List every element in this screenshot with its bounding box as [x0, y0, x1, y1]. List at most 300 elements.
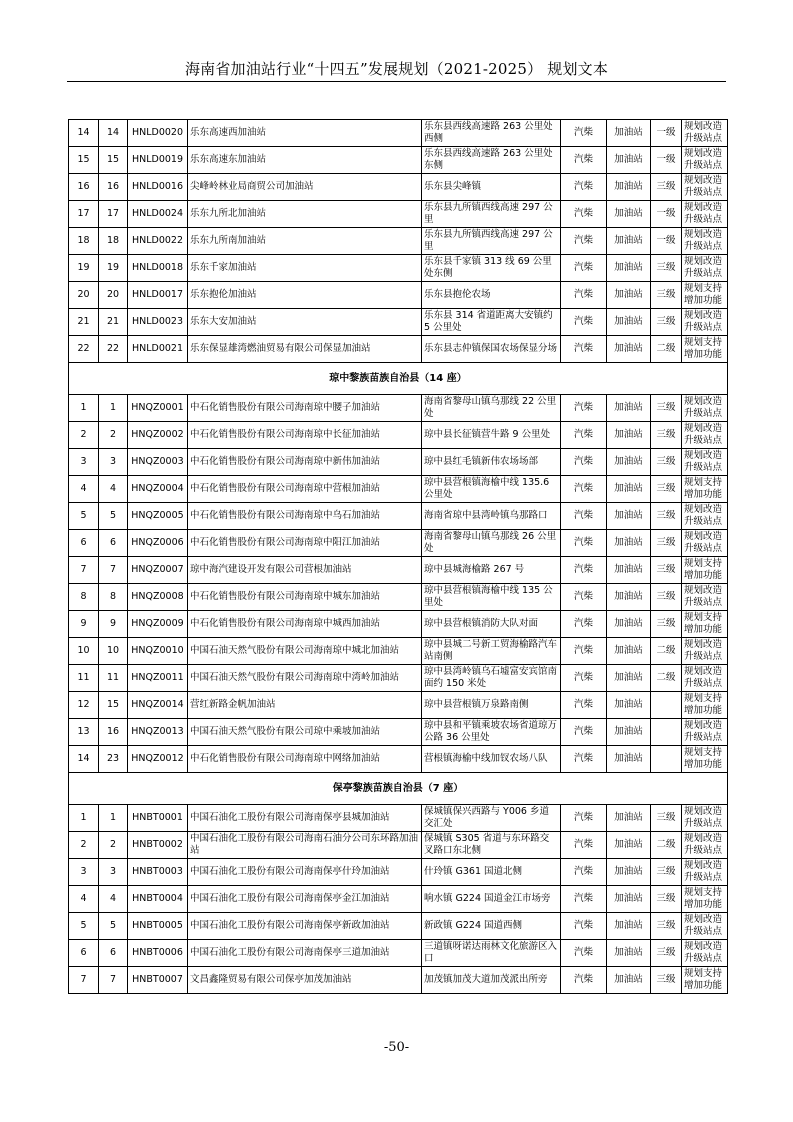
table-row	[69, 746, 728, 773]
table-row	[69, 638, 728, 665]
station-code-cell: HNQZ0004	[128, 476, 188, 503]
station-type-cell: 加油站	[607, 719, 651, 746]
station-grade-cell: 三级	[651, 940, 682, 967]
station-address-cell: 保城镇 S305 省道与东环路交叉路口东北侧	[422, 832, 561, 859]
original-index-cell: 14	[99, 120, 128, 147]
station-code-cell: HNQZ0006	[128, 530, 188, 557]
original-index-cell: 4	[99, 476, 128, 503]
table-row	[69, 584, 728, 611]
station-address-cell: 保城镇保兴西路与 Y006 乡道交汇处	[422, 805, 561, 832]
row-index-cell: 4	[69, 476, 99, 503]
original-index-cell: 10	[99, 638, 128, 665]
station-code-cell: HNQZ0008	[128, 584, 188, 611]
table-row	[69, 476, 728, 503]
planning-note-cell: 规划支持增加功能	[682, 886, 728, 913]
station-grade-cell: 三级	[651, 859, 682, 886]
fuel-type-cell: 汽柴	[561, 692, 607, 719]
planning-note-cell: 规划改造升级站点	[682, 940, 728, 967]
row-index-cell: 17	[69, 201, 99, 228]
station-address-cell: 三道镇呀诺达雨林文化旅游区入口	[422, 940, 561, 967]
fuel-type-cell: 汽柴	[561, 805, 607, 832]
station-type-cell: 加油站	[607, 395, 651, 422]
fuel-type-cell: 汽柴	[561, 147, 607, 174]
original-index-cell: 17	[99, 201, 128, 228]
station-name-cell: 中石化销售股份有限公司海南琼中乌石加油站	[188, 503, 422, 530]
station-code-cell: HNQZ0009	[128, 611, 188, 638]
station-name-cell: 中石化销售股份有限公司海南琼中营根加油站	[188, 476, 422, 503]
station-code-cell: HNQZ0012	[128, 746, 188, 773]
fuel-type-cell: 汽柴	[561, 282, 607, 309]
planning-note-cell: 规划改造升级站点	[682, 638, 728, 665]
station-code-cell: HNQZ0003	[128, 449, 188, 476]
station-code-cell: HNQZ0014	[128, 692, 188, 719]
station-grade-cell: 三级	[651, 309, 682, 336]
station-grade-cell: 一级	[651, 147, 682, 174]
fuel-type-cell: 汽柴	[561, 174, 607, 201]
station-name-cell: 乐东大安加油站	[188, 309, 422, 336]
station-address-cell: 琼中县城海榆路 267 号	[422, 557, 561, 584]
table-row	[69, 309, 728, 336]
station-address-cell: 什玲镇 G361 国道北侧	[422, 859, 561, 886]
station-grade-cell: 三级	[651, 805, 682, 832]
station-address-cell: 琼中县营根镇万泉路南侧	[422, 692, 561, 719]
station-type-cell: 加油站	[607, 120, 651, 147]
station-address-cell: 琼中县城二号新工贸海榆路汽车站南侧	[422, 638, 561, 665]
station-type-cell: 加油站	[607, 967, 651, 994]
station-type-cell: 加油站	[607, 832, 651, 859]
station-code-cell: HNLD0018	[128, 255, 188, 282]
fuel-type-cell: 汽柴	[561, 940, 607, 967]
table-row	[69, 940, 728, 967]
planning-note-cell: 规划改造升级站点	[682, 805, 728, 832]
fuel-type-cell: 汽柴	[561, 228, 607, 255]
station-type-cell: 加油站	[607, 174, 651, 201]
station-code-cell: HNQZ0011	[128, 665, 188, 692]
station-address-cell: 响水镇 G224 国道金江市场旁	[422, 886, 561, 913]
station-address-cell: 琼中县和平镇乘坡农场省道琼万公路 36 公里处	[422, 719, 561, 746]
row-index-cell: 6	[69, 530, 99, 557]
station-code-cell: HNLD0017	[128, 282, 188, 309]
original-index-cell: 5	[99, 913, 128, 940]
section-header-row	[69, 773, 728, 805]
row-index-cell: 19	[69, 255, 99, 282]
row-index-cell: 8	[69, 584, 99, 611]
station-code-cell: HNBT0006	[128, 940, 188, 967]
station-address-cell: 乐东县九所镇西线高速 297 公里	[422, 201, 561, 228]
planning-note-cell: 规划改造升级站点	[682, 832, 728, 859]
table-row	[69, 147, 728, 174]
station-name-cell: 中国石油化工股份有限公司海南保亭县城加油站	[188, 805, 422, 832]
original-index-cell: 8	[99, 584, 128, 611]
station-grade-cell: 三级	[651, 503, 682, 530]
planning-note-cell: 规划支持增加功能	[682, 476, 728, 503]
table-row	[69, 886, 728, 913]
station-name-cell: 中石化销售股份有限公司海南琼中网络加油站	[188, 746, 422, 773]
station-grade-cell	[651, 719, 682, 746]
page-number: -50-	[383, 1040, 410, 1055]
planning-note-cell: 规划改造升级站点	[682, 201, 728, 228]
row-index-cell: 12	[69, 692, 99, 719]
station-grade-cell: 三级	[651, 913, 682, 940]
station-name-cell: 中石化销售股份有限公司海南琼中城东加油站	[188, 584, 422, 611]
station-address-cell: 琼中县红毛镇新伟农场场部	[422, 449, 561, 476]
station-address-cell: 琼中县营根镇海榆中线 135.6 公里处	[422, 476, 561, 503]
fuel-type-cell: 汽柴	[561, 746, 607, 773]
original-index-cell: 20	[99, 282, 128, 309]
station-name-cell: 中石化销售股份有限公司海南琼中新伟加油站	[188, 449, 422, 476]
fuel-type-cell: 汽柴	[561, 309, 607, 336]
table-row	[69, 859, 728, 886]
station-grade-cell: 一级	[651, 201, 682, 228]
station-grade-cell: 一级	[651, 120, 682, 147]
station-address-cell: 乐东县尖峰镇	[422, 174, 561, 201]
station-grade-cell: 二级	[651, 665, 682, 692]
station-address-cell: 琼中县营根镇海榆中线 135 公里处	[422, 584, 561, 611]
planning-note-cell: 规划改造升级站点	[682, 530, 728, 557]
row-index-cell: 14	[69, 746, 99, 773]
planning-note-cell: 规划改造升级站点	[682, 665, 728, 692]
row-index-cell: 18	[69, 228, 99, 255]
original-index-cell: 3	[99, 449, 128, 476]
station-address-cell: 海南省琼中县湾岭镇乌那路口	[422, 503, 561, 530]
station-name-cell: 乐东抱伦加油站	[188, 282, 422, 309]
station-code-cell: HNQZ0002	[128, 422, 188, 449]
station-address-cell: 乐东县 314 省道距离大安镇约 5 公里处	[422, 309, 561, 336]
station-name-cell: 乐东九所北加油站	[188, 201, 422, 228]
station-type-cell: 加油站	[607, 638, 651, 665]
row-index-cell: 5	[69, 913, 99, 940]
station-address-cell: 乐东县抱伦农场	[422, 282, 561, 309]
station-address-cell: 海南省黎母山镇乌那线 26 公里处	[422, 530, 561, 557]
table-row	[69, 967, 728, 994]
table-body	[69, 120, 728, 994]
original-index-cell: 19	[99, 255, 128, 282]
row-index-cell: 3	[69, 859, 99, 886]
row-index-cell: 2	[69, 832, 99, 859]
station-name-cell: 中国石油天然气股份有限公司海南琼中湾岭加油站	[188, 665, 422, 692]
table-row	[69, 805, 728, 832]
station-code-cell: HNLD0021	[128, 336, 188, 363]
planning-note-cell: 规划改造升级站点	[682, 228, 728, 255]
row-index-cell: 9	[69, 611, 99, 638]
station-type-cell: 加油站	[607, 913, 651, 940]
station-type-cell: 加油站	[607, 503, 651, 530]
station-code-cell: HNLD0023	[128, 309, 188, 336]
original-index-cell: 22	[99, 336, 128, 363]
fuel-type-cell: 汽柴	[561, 336, 607, 363]
station-code-cell: HNQZ0001	[128, 395, 188, 422]
station-code-cell: HNLD0024	[128, 201, 188, 228]
row-index-cell: 20	[69, 282, 99, 309]
original-index-cell: 2	[99, 422, 128, 449]
station-type-cell: 加油站	[607, 940, 651, 967]
original-index-cell: 6	[99, 530, 128, 557]
planning-note-cell: 规划支持增加功能	[682, 336, 728, 363]
station-code-cell: HNQZ0010	[128, 638, 188, 665]
table-row	[69, 228, 728, 255]
original-index-cell: 2	[99, 832, 128, 859]
original-index-cell: 21	[99, 309, 128, 336]
station-grade-cell: 三级	[651, 174, 682, 201]
row-index-cell: 1	[69, 395, 99, 422]
fuel-type-cell: 汽柴	[561, 719, 607, 746]
station-name-cell: 乐东九所南加油站	[188, 228, 422, 255]
table-row	[69, 530, 728, 557]
station-grade-cell	[651, 746, 682, 773]
station-name-cell: 乐东千家加油站	[188, 255, 422, 282]
station-grade-cell: 三级	[651, 584, 682, 611]
planning-note-cell: 规划改造升级站点	[682, 255, 728, 282]
station-address-cell: 琼中县长征镇营牛路 9 公里处	[422, 422, 561, 449]
station-name-cell: 乐东高速西加油站	[188, 120, 422, 147]
fuel-type-cell: 汽柴	[561, 422, 607, 449]
fuel-type-cell: 汽柴	[561, 530, 607, 557]
station-type-cell: 加油站	[607, 201, 651, 228]
station-grade-cell: 二级	[651, 638, 682, 665]
table-row	[69, 174, 728, 201]
station-type-cell: 加油站	[607, 309, 651, 336]
station-grade-cell: 一级	[651, 228, 682, 255]
original-index-cell: 5	[99, 503, 128, 530]
station-code-cell: HNBT0002	[128, 832, 188, 859]
original-index-cell: 16	[99, 174, 128, 201]
original-index-cell: 6	[99, 940, 128, 967]
row-index-cell: 16	[69, 174, 99, 201]
row-index-cell: 13	[69, 719, 99, 746]
station-type-cell: 加油站	[607, 665, 651, 692]
station-type-cell: 加油站	[607, 228, 651, 255]
station-code-cell: HNQZ0007	[128, 557, 188, 584]
row-index-cell: 14	[69, 120, 99, 147]
station-type-cell: 加油站	[607, 476, 651, 503]
station-type-cell: 加油站	[607, 805, 651, 832]
station-address-cell: 琼中县营根镇消防大队对面	[422, 611, 561, 638]
table-row	[69, 692, 728, 719]
table-row	[69, 201, 728, 228]
planning-note-cell: 规划支持增加功能	[682, 282, 728, 309]
row-index-cell: 5	[69, 503, 99, 530]
station-name-cell: 中国石油化工股份有限公司海南保亭新政加油站	[188, 913, 422, 940]
station-code-cell: HNLD0022	[128, 228, 188, 255]
planning-note-cell: 规划改造升级站点	[682, 309, 728, 336]
station-grade-cell: 三级	[651, 557, 682, 584]
fuel-type-cell: 汽柴	[561, 859, 607, 886]
planning-note-cell: 规划改造升级站点	[682, 719, 728, 746]
fuel-type-cell: 汽柴	[561, 638, 607, 665]
original-index-cell: 11	[99, 665, 128, 692]
fuel-type-cell: 汽柴	[561, 967, 607, 994]
station-name-cell: 中国石油天然气股份有限公司海南琼中城北加油站	[188, 638, 422, 665]
station-address-cell: 营根镇海榆中线加钗农场八队	[422, 746, 561, 773]
planning-note-cell: 规划支持增加功能	[682, 746, 728, 773]
planning-note-cell: 规划改造升级站点	[682, 859, 728, 886]
table-row	[69, 422, 728, 449]
section-title: 琼中黎族苗族自治县（14 座）	[69, 363, 728, 395]
table-row	[69, 832, 728, 859]
row-index-cell: 1	[69, 805, 99, 832]
fuel-type-cell: 汽柴	[561, 584, 607, 611]
row-index-cell: 22	[69, 336, 99, 363]
fuel-type-cell: 汽柴	[561, 449, 607, 476]
page-header-title: 海南省加油站行业“十四五”发展规划（2021-2025） 规划文本	[184, 60, 609, 78]
original-index-cell: 15	[99, 692, 128, 719]
station-grade-cell: 二级	[651, 336, 682, 363]
planning-note-cell: 规划改造升级站点	[682, 503, 728, 530]
planning-note-cell: 规划支持增加功能	[682, 557, 728, 584]
original-index-cell: 7	[99, 557, 128, 584]
fuel-type-cell: 汽柴	[561, 913, 607, 940]
original-index-cell: 1	[99, 395, 128, 422]
station-address-cell: 乐东县西线高速路 263 公里处东侧	[422, 147, 561, 174]
station-type-cell: 加油站	[607, 336, 651, 363]
station-type-cell: 加油站	[607, 282, 651, 309]
gas-station-table	[68, 119, 728, 994]
original-index-cell: 7	[99, 967, 128, 994]
station-grade-cell: 三级	[651, 282, 682, 309]
original-index-cell: 9	[99, 611, 128, 638]
station-code-cell: HNLD0019	[128, 147, 188, 174]
station-name-cell: 文昌鑫隆贸易有限公司保亭加茂加油站	[188, 967, 422, 994]
station-name-cell: 中石化销售股份有限公司海南琼中阳江加油站	[188, 530, 422, 557]
table-row	[69, 665, 728, 692]
fuel-type-cell: 汽柴	[561, 476, 607, 503]
table-row	[69, 913, 728, 940]
station-type-cell: 加油站	[607, 584, 651, 611]
section-title: 保亭黎族苗族自治县（7 座）	[69, 773, 728, 805]
station-grade-cell: 三级	[651, 449, 682, 476]
station-name-cell: 中国石油化工股份有限公司海南石油分公司东环路加油站	[188, 832, 422, 859]
planning-note-cell: 规划支持增加功能	[682, 611, 728, 638]
station-name-cell: 乐东高速东加油站	[188, 147, 422, 174]
table-row	[69, 449, 728, 476]
station-type-cell: 加油站	[607, 746, 651, 773]
station-name-cell: 尖峰岭林业局商贸公司加油站	[188, 174, 422, 201]
station-name-cell: 中石化销售股份有限公司海南琼中城西加油站	[188, 611, 422, 638]
planning-note-cell: 规划改造升级站点	[682, 120, 728, 147]
station-address-cell: 乐东县千家镇 313 线 69 公里处东侧	[422, 255, 561, 282]
table-row	[69, 611, 728, 638]
station-name-cell: 中国石油化工股份有限公司海南保亭什玲加油站	[188, 859, 422, 886]
fuel-type-cell: 汽柴	[561, 201, 607, 228]
station-type-cell: 加油站	[607, 255, 651, 282]
fuel-type-cell: 汽柴	[561, 611, 607, 638]
table-row	[69, 336, 728, 363]
station-name-cell: 营红新路金帆加油站	[188, 692, 422, 719]
table-row	[69, 503, 728, 530]
station-type-cell: 加油站	[607, 530, 651, 557]
station-address-cell: 乐东县志仲镇保国农场保显分场	[422, 336, 561, 363]
station-grade-cell	[651, 692, 682, 719]
row-index-cell: 15	[69, 147, 99, 174]
station-type-cell: 加油站	[607, 422, 651, 449]
row-index-cell: 6	[69, 940, 99, 967]
planning-note-cell: 规划改造升级站点	[682, 449, 728, 476]
fuel-type-cell: 汽柴	[561, 557, 607, 584]
station-code-cell: HNQZ0005	[128, 503, 188, 530]
station-name-cell: 中石化销售股份有限公司海南琼中腰子加油站	[188, 395, 422, 422]
station-code-cell: HNBT0004	[128, 886, 188, 913]
fuel-type-cell: 汽柴	[561, 665, 607, 692]
fuel-type-cell: 汽柴	[561, 255, 607, 282]
row-index-cell: 11	[69, 665, 99, 692]
station-grade-cell: 三级	[651, 967, 682, 994]
station-grade-cell: 三级	[651, 530, 682, 557]
station-grade-cell: 三级	[651, 611, 682, 638]
station-code-cell: HNBT0003	[128, 859, 188, 886]
original-index-cell: 4	[99, 886, 128, 913]
station-grade-cell: 三级	[651, 476, 682, 503]
section-header-row	[69, 363, 728, 395]
station-address-cell: 海南省黎母山镇乌那线 22 公里处	[422, 395, 561, 422]
station-address-cell: 新政镇 G224 国道西侧	[422, 913, 561, 940]
station-code-cell: HNLD0016	[128, 174, 188, 201]
original-index-cell: 18	[99, 228, 128, 255]
row-index-cell: 21	[69, 309, 99, 336]
station-code-cell: HNBT0001	[128, 805, 188, 832]
station-type-cell: 加油站	[607, 886, 651, 913]
planning-note-cell: 规划改造升级站点	[682, 913, 728, 940]
planning-note-cell: 规划改造升级站点	[682, 422, 728, 449]
original-index-cell: 16	[99, 719, 128, 746]
station-code-cell: HNQZ0013	[128, 719, 188, 746]
station-grade-cell: 三级	[651, 395, 682, 422]
station-code-cell: HNLD0020	[128, 120, 188, 147]
header-rule	[67, 81, 726, 82]
table-row	[69, 395, 728, 422]
table-row	[69, 120, 728, 147]
station-name-cell: 乐东保显雄湾燃油贸易有限公司保显加油站	[188, 336, 422, 363]
station-type-cell: 加油站	[607, 692, 651, 719]
station-name-cell: 琼中海汽建设开发有限公司营根加油站	[188, 557, 422, 584]
station-address-cell: 琼中县湾岭镇乌石墟富安宾馆南面约 150 米处	[422, 665, 561, 692]
station-grade-cell: 三级	[651, 886, 682, 913]
row-index-cell: 2	[69, 422, 99, 449]
planning-note-cell: 规划支持增加功能	[682, 692, 728, 719]
row-index-cell: 7	[69, 967, 99, 994]
station-grade-cell: 二级	[651, 832, 682, 859]
planning-note-cell: 规划改造升级站点	[682, 174, 728, 201]
station-grade-cell: 三级	[651, 422, 682, 449]
station-name-cell: 中国石油化工股份有限公司海南保亭金江加油站	[188, 886, 422, 913]
station-type-cell: 加油站	[607, 557, 651, 584]
row-index-cell: 10	[69, 638, 99, 665]
table-row	[69, 719, 728, 746]
station-type-cell: 加油站	[607, 147, 651, 174]
original-index-cell: 3	[99, 859, 128, 886]
fuel-type-cell: 汽柴	[561, 886, 607, 913]
station-address-cell: 乐东县九所镇西线高速 297 公里	[422, 228, 561, 255]
station-address-cell: 加茂镇加茂大道加茂派出所旁	[422, 967, 561, 994]
original-index-cell: 15	[99, 147, 128, 174]
fuel-type-cell: 汽柴	[561, 395, 607, 422]
planning-note-cell: 规划支持增加功能	[682, 967, 728, 994]
table-row	[69, 255, 728, 282]
planning-note-cell: 规划改造升级站点	[682, 584, 728, 611]
station-code-cell: HNBT0005	[128, 913, 188, 940]
row-index-cell: 3	[69, 449, 99, 476]
station-type-cell: 加油站	[607, 611, 651, 638]
station-address-cell: 乐东县西线高速路 263 公里处西侧	[422, 120, 561, 147]
station-name-cell: 中国石油化工股份有限公司海南保亭三道加油站	[188, 940, 422, 967]
fuel-type-cell: 汽柴	[561, 503, 607, 530]
planning-note-cell: 规划改造升级站点	[682, 395, 728, 422]
station-code-cell: HNBT0007	[128, 967, 188, 994]
fuel-type-cell: 汽柴	[561, 832, 607, 859]
station-type-cell: 加油站	[607, 449, 651, 476]
table-row	[69, 557, 728, 584]
table-row	[69, 282, 728, 309]
station-grade-cell: 三级	[651, 255, 682, 282]
